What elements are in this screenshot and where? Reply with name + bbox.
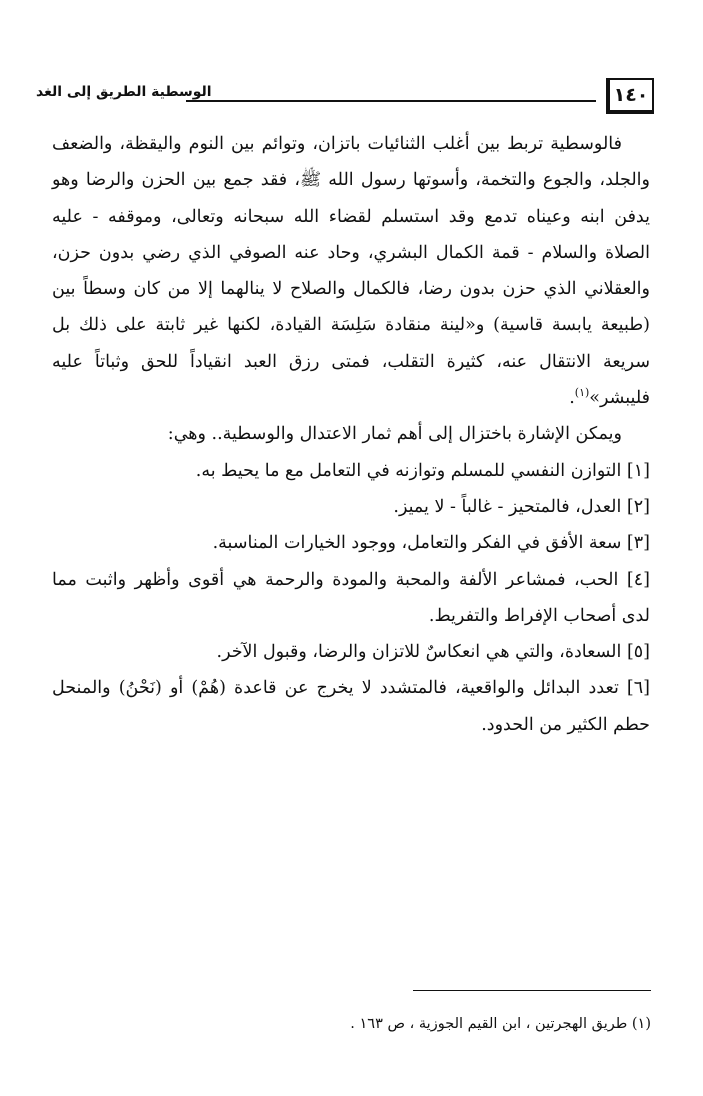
running-title: الوسطية الطريق إلى الغد [36,84,212,100]
footnote-reference: (١) [574,386,590,400]
list-lead-paragraph: ويمكن الإشارة باختزال إلى أهم ثمار الاعتدال والوسطية.. وهي: [167,424,622,445]
list-item-1: [١] التوازن النفسي للمسلم وتوازنه في التعامل مع ما يحيط به. [195,460,650,481]
list-item-2: [٢] العدل، فالمتحيز - غالباً - لا يميز. [393,496,650,517]
intro-paragraph [52,126,650,416]
page-body [52,126,650,743]
header-rule [186,100,596,102]
intro-end: . [569,388,575,409]
running-header [36,78,654,118]
intro-text: فالوسطية تربط بين أغلب الثنائيات باتزان، وتوائم بين النوم واليقظة، والضعف والجلد، والجوع والتخمة، وأسوتها رسول الله ﷺ، فقد جمع بين الحزن والرضا وهو يدفن ابنه وعيناه تدمع وقد استسلم لقضاء الله سبحانه وتعالى، وموقفه - عليه الصلاة والسلام - قمة الكمال البشري، وحاد عنه الصوفي الذي رضي بدون حزن، والعقلاني الذي حزن بدون رضا، فالكمال والصلاح لا ينالهما إلا من كان وسطاً بين (طبيعة يابسة قاسية) و«لينة منقادة سَلِسَة القيادة، لكنها غير ثابتة على ذلك بل سريعة الانتقال عنه، كثيرة التقلب، فمتى رزق العبد انقياداً للحق وثباتاً عليه فليبشر» [52,134,650,409]
footnote-separator [413,990,651,991]
list-item-5: [٥] السعادة، والتي هي انعكاسٌ للاتزان والرضا، وقبول الآخر. [216,642,650,663]
footnote: (١) طريق الهجرتين ، ابن القيم الجوزية ، ص ١٦٣ . [350,1016,651,1032]
list-item-3: [٣] سعة الأفق في الفكر والتعامل، ووجود الخيارات المناسبة. [212,533,650,554]
page-number: ١٤٠ [606,78,654,114]
list-item-4: [٤] الحب، فمشاعر الألفة والمحبة والمودة والرحمة هي أقوى وأظهر واثبت مما لدى أصحاب الإفراط والتفريط. [52,569,650,626]
list-item-6: [٦] تعدد البدائل والواقعية، فالمتشدد لا يخرج عن قاعدة (هُمْ) أو (نَحْنُ) والمنحل حطم الكثير من الحدود. [52,678,650,735]
